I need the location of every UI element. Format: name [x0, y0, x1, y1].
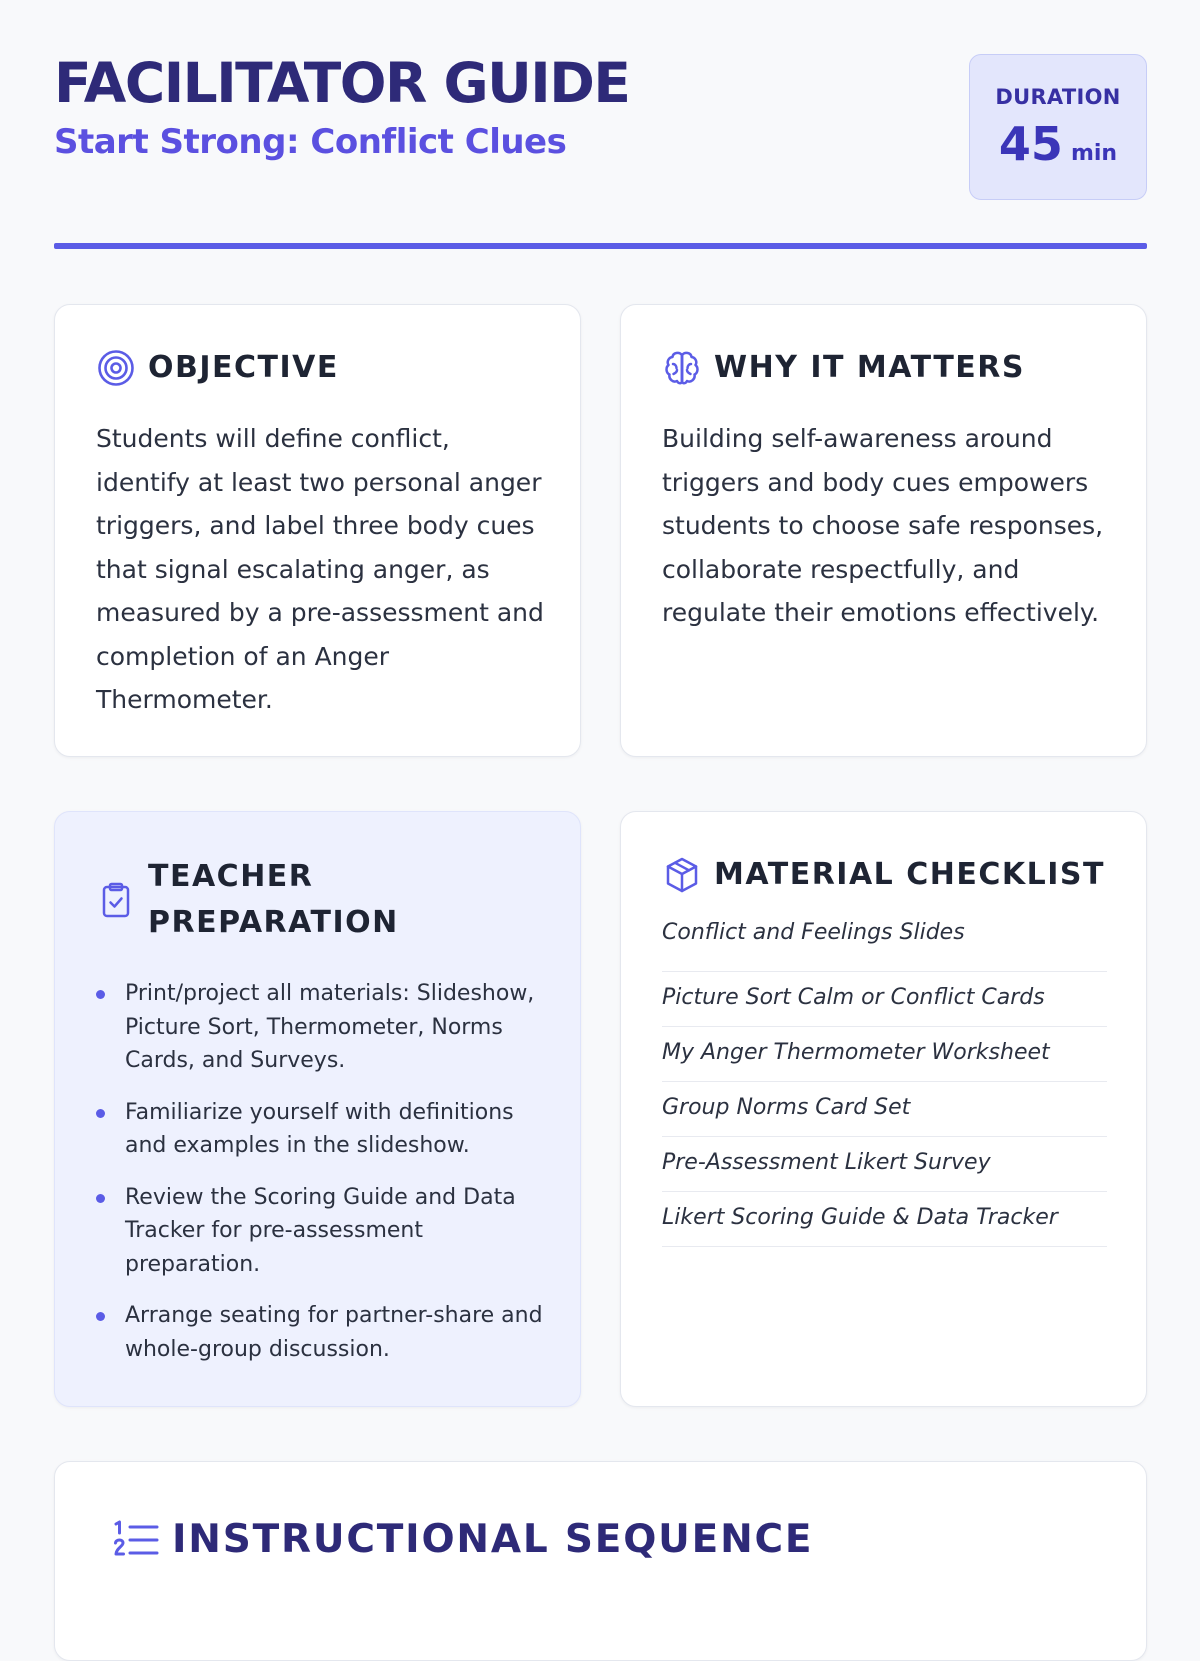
list-item: Picture Sort Calm or Conflict Cards	[662, 973, 1107, 1027]
teacher-preparation-header	[96, 854, 550, 946]
clipboard-check-icon	[96, 880, 136, 920]
teacher-preparation-title-line1: TEACHER	[148, 859, 314, 894]
duration-number: 45	[998, 117, 1063, 171]
page-header	[54, 0, 1147, 250]
objective-text: Students will define conflict, identify at least two personal anger triggers, and label three body cues that signal escalating anger, as measured by a pre-assessment and completion of an Anger Thermometer.	[96, 424, 544, 714]
material-checklist-header	[662, 852, 1116, 898]
list-item: Conflict and Feelings Slides	[662, 918, 1107, 972]
teacher-preparation-list	[95, 977, 544, 1384]
duration-badge	[969, 54, 1147, 200]
why-it-matters-card	[620, 304, 1147, 757]
box-icon	[662, 855, 702, 895]
teacher-preparation-title	[148, 854, 399, 946]
duration-value	[970, 117, 1146, 171]
target-icon	[96, 348, 136, 388]
list-item: Pre-Assessment Likert Survey	[662, 1138, 1107, 1192]
why-it-matters-header	[662, 345, 1116, 391]
duration-label: DURATION	[995, 85, 1121, 109]
objective-header	[96, 345, 550, 391]
list-item	[95, 1096, 544, 1163]
objective-title: OBJECTIVE	[148, 350, 339, 385]
list-item-text: Arrange seating for partner-share and whole-group discussion.	[125, 1303, 543, 1362]
material-checklist-list	[662, 918, 1107, 1248]
material-checklist-card	[620, 811, 1147, 1407]
list-item-text: Familiarize yourself with definitions and examples in the slideshow.	[125, 1099, 514, 1158]
bullet-dot-icon	[96, 1312, 105, 1321]
page-subtitle: Start Strong: Conflict Clues	[54, 122, 567, 162]
list-item: Likert Scoring Guide & Data Tracker	[662, 1193, 1107, 1247]
teacher-preparation-card	[54, 811, 581, 1407]
list-item: Group Norms Card Set	[662, 1083, 1107, 1137]
numbered-list-icon	[112, 1516, 160, 1564]
facilitator-guide-page	[54, 0, 1147, 1562]
list-item	[95, 1181, 544, 1282]
list-item	[95, 977, 544, 1078]
objective-card	[54, 304, 581, 757]
list-item	[95, 1299, 544, 1366]
list-item-text: Print/project all materials: Slideshow, Picture Sort, Thermometer, Norms Cards, and Surveys.	[125, 981, 535, 1073]
bullet-dot-icon	[96, 990, 105, 999]
list-item: My Anger Thermometer Worksheet	[662, 1028, 1107, 1082]
brain-icon	[662, 348, 702, 388]
instructional-sequence-card	[54, 1461, 1147, 1661]
page-title: FACILITATOR GUIDE	[54, 51, 630, 115]
instructional-sequence-title: INSTRUCTIONAL SEQUENCE	[172, 1517, 814, 1562]
why-it-matters-text: Building self-awareness around triggers and body cues empowers students to choose safe responses, collaborate respectfully, and regulate their emotions effectively.	[662, 424, 1104, 627]
header-divider	[54, 243, 1147, 249]
bullet-dot-icon	[96, 1109, 105, 1118]
teacher-preparation-title-line2: PREPARATION	[148, 905, 399, 940]
duration-unit: min	[1070, 141, 1118, 166]
instructional-sequence-header	[112, 1514, 813, 1566]
list-item-text: Review the Scoring Guide and Data Tracker for pre-assessment preparation.	[125, 1184, 516, 1277]
material-checklist-title: MATERIAL CHECKLIST	[714, 857, 1105, 892]
why-it-matters-title: WHY IT MATTERS	[714, 350, 1025, 385]
bullet-dot-icon	[96, 1194, 105, 1203]
